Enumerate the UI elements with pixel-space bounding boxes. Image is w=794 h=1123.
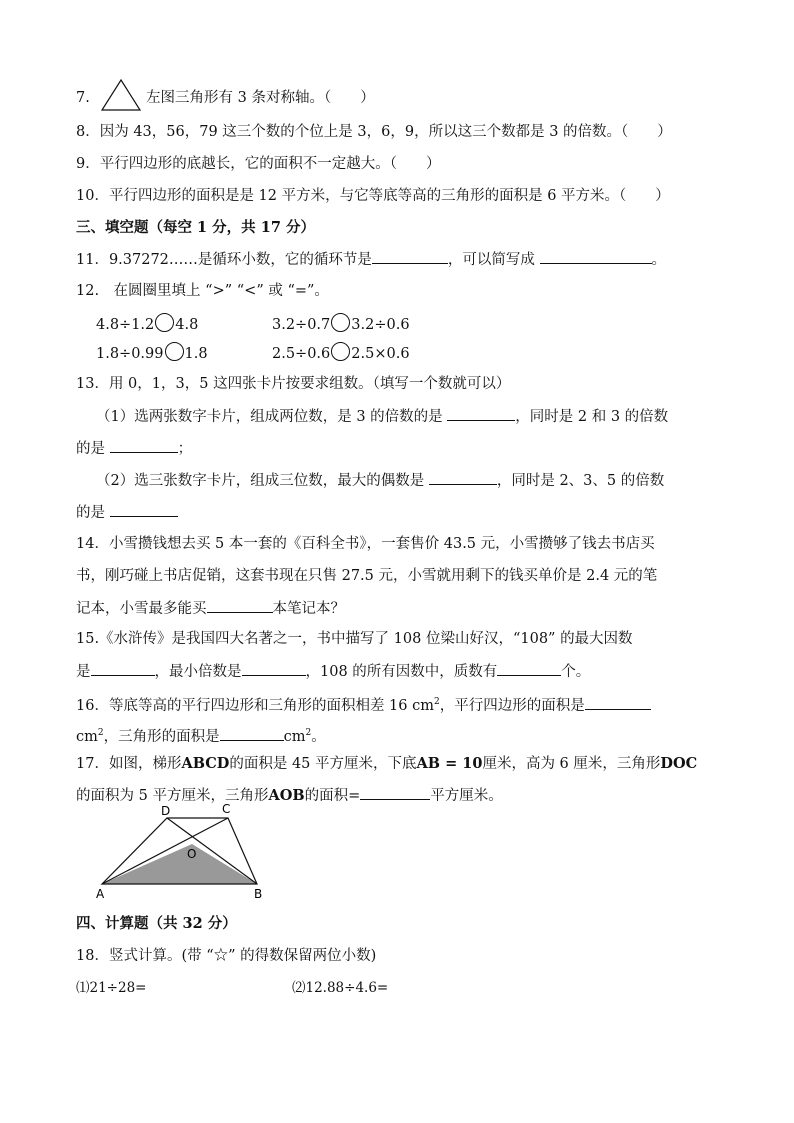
q13-blank-3[interactable] [429, 470, 497, 485]
q13-part1-line1 [96, 406, 668, 427]
q16-sup: 2 [97, 728, 104, 738]
q17-abcd: ABCD [181, 755, 230, 772]
q16-l2c: cm [283, 728, 306, 745]
q12-item-1-left: 4.8÷1.2 [96, 317, 155, 333]
section-3-title: 三、填空题（每空 1 分，共 17 分） [76, 219, 315, 236]
q12-item-4-left: 2.5÷0.6 [272, 346, 331, 362]
q13-p2c: 的是 [76, 505, 105, 521]
q16-l2a: cm [76, 728, 98, 745]
q16-blank-1[interactable] [585, 695, 651, 710]
q13-p1b: ，同时是 2 和 3 的倍数 [515, 409, 669, 425]
q12-item-2 [272, 313, 410, 335]
q8-text: 8．因为 43，56，79 这三个数的个位上是 3，6，9，所以这三个数都是 3 的倍数。（ ） [76, 124, 672, 140]
q15-line1: 15.《水浒传》是我国四大名著之一，书中描写了 108 位梁山好汉，“108” 的最大因数 [76, 631, 633, 647]
q9-text: 9．平行四边形的底越长，它的面积不一定越大。（ ） [76, 156, 441, 172]
trapezoid-figure [92, 800, 272, 901]
q18-part1: ⑴21÷28= [76, 980, 147, 996]
q13-text: 13．用 0，1，3，5 这四张卡片按要求组数。（填写一个数就可以） [76, 376, 511, 392]
q15-blank-1[interactable] [91, 661, 155, 676]
q15-line2 [76, 661, 590, 682]
q16-l1a: 16．等底等高的平行四边形和三角形的面积相差 16 cm [76, 697, 434, 714]
q13-p1c: 的是 [76, 441, 105, 457]
label-b: B [254, 887, 263, 901]
q15-blank-2[interactable] [242, 661, 306, 676]
triangle-figure [100, 78, 142, 112]
q13-part2-line2 [76, 502, 178, 523]
q15-l2a: 是 [76, 664, 91, 680]
q12-item-1-right: 4.8 [175, 317, 199, 333]
q16-l2b: ，三角形的面积是 [103, 728, 220, 745]
q13-p1a: （1）选两张数字卡片，组成两位数，是 3 的倍数的是 [96, 409, 443, 425]
q12-item-1 [96, 313, 198, 335]
q13-part1-line2 [76, 438, 192, 459]
q16-line1 [76, 692, 651, 716]
q17-l2a: 的面积为 5 平方厘米，三角形 [76, 788, 269, 804]
q14-l3b: 本笔记本？ [272, 601, 345, 617]
q17-l1b: 的面积是 45 平方厘米，下底 [229, 756, 417, 772]
q17-doc: DOC [660, 755, 698, 772]
q15-l2b: ，最小倍数是 [154, 664, 242, 680]
q18-text: 18．竖式计算。(带 “☆” 的得数保留两位小数) [76, 948, 377, 964]
q17-line1 [76, 754, 697, 774]
label-d: D [161, 804, 171, 818]
q13-part2-line1 [96, 470, 664, 491]
q7-number: 7. [76, 90, 90, 106]
label-c: C [222, 802, 231, 816]
q16-sup: 2 [434, 697, 440, 707]
q17-ab: AB = 10 [416, 755, 483, 772]
q15-l2d: 个。 [561, 664, 591, 680]
q16-blank-2[interactable] [220, 726, 284, 741]
q17-l2b: 的面积= [304, 788, 361, 804]
q12-item-4 [272, 342, 410, 364]
q13-p2a: （2）选三张数字卡片，组成三位数，最大的偶数是 [96, 473, 425, 489]
q14-line2: 书，刚巧碰上书店促销，这套书现在只售 27.5 元，小雪就用剩下的钱买单价是 2.4 元的笔 [76, 568, 658, 584]
compare-circle[interactable] [165, 342, 184, 361]
q13-p2b: ，同时是 2、3、5 的倍数 [496, 473, 665, 489]
q13-blank-2[interactable] [110, 438, 178, 453]
q14-line3 [76, 598, 345, 619]
q13-p1d: ； [177, 441, 193, 457]
q13-blank-1[interactable] [447, 406, 515, 421]
q11-text-a: 11．9.37272……是循环小数，它的循环节是 [76, 252, 372, 268]
q17-l1a: 17．如图，梯形 [76, 756, 182, 772]
q12-item-4-right: 2.5×0.6 [351, 346, 410, 362]
label-o: O [187, 847, 197, 861]
q17-aob: AOB [268, 787, 305, 804]
q12-item-3-left: 1.8÷0.99 [96, 346, 164, 362]
compare-circle[interactable] [331, 313, 350, 332]
q16-l1b: ，平行四边形的面积是 [439, 697, 585, 714]
q17-l1c: 厘米，高为 6 厘米，三角形 [482, 756, 661, 772]
q12-item-3 [96, 342, 208, 364]
q7-text: 左图三角形有 3 条对称轴。（ ） [146, 90, 375, 106]
label-a: A [96, 887, 105, 901]
q17-blank[interactable] [360, 785, 430, 800]
compare-circle[interactable] [155, 313, 174, 332]
q16-l2d: 。 [311, 728, 326, 745]
q17-l2c: 平方厘米。 [430, 788, 503, 804]
q11-blank-2[interactable] [540, 249, 652, 264]
q12-item-2-left: 3.2÷0.7 [272, 317, 331, 333]
shaded-triangle-aob [102, 844, 257, 884]
q11 [76, 249, 666, 270]
section-4-title: 四、计算题（共 32 分） [76, 915, 237, 932]
q14-l3a: 记本，小雪最多能买 [76, 601, 207, 617]
q12-item-2-right: 3.2÷0.6 [351, 317, 410, 333]
q15-blank-3[interactable] [497, 661, 561, 676]
q14-line1: 14．小雪攒钱想去买 5 本一套的《百科全书》，一套售价 43.5 元，小雪攒够了钱去书店买 [76, 536, 655, 552]
q11-text-b: ，可以简写成 [447, 252, 535, 268]
q14-blank[interactable] [207, 598, 273, 613]
q16-sup: 2 [305, 728, 312, 738]
q13-blank-4[interactable] [110, 502, 178, 517]
q16-line2 [76, 723, 326, 747]
compare-circle[interactable] [331, 342, 350, 361]
q11-text-c: 。 [651, 252, 667, 268]
q11-blank-1[interactable] [372, 249, 448, 264]
q10-text: 10．平行四边形的面积是是 12 平方米，与它等底等高的三角形的面积是 6 平方米。（ ） [76, 188, 670, 204]
q15-l2c: ，108 的所有因数中，质数有 [305, 664, 498, 680]
q12-text: 12. 在圆圈里填上 “>” “<” 或 “=”。 [76, 283, 329, 299]
q18-part2: ⑵12.88÷4.6= [292, 980, 389, 996]
q12-item-3-right: 1.8 [184, 346, 208, 362]
